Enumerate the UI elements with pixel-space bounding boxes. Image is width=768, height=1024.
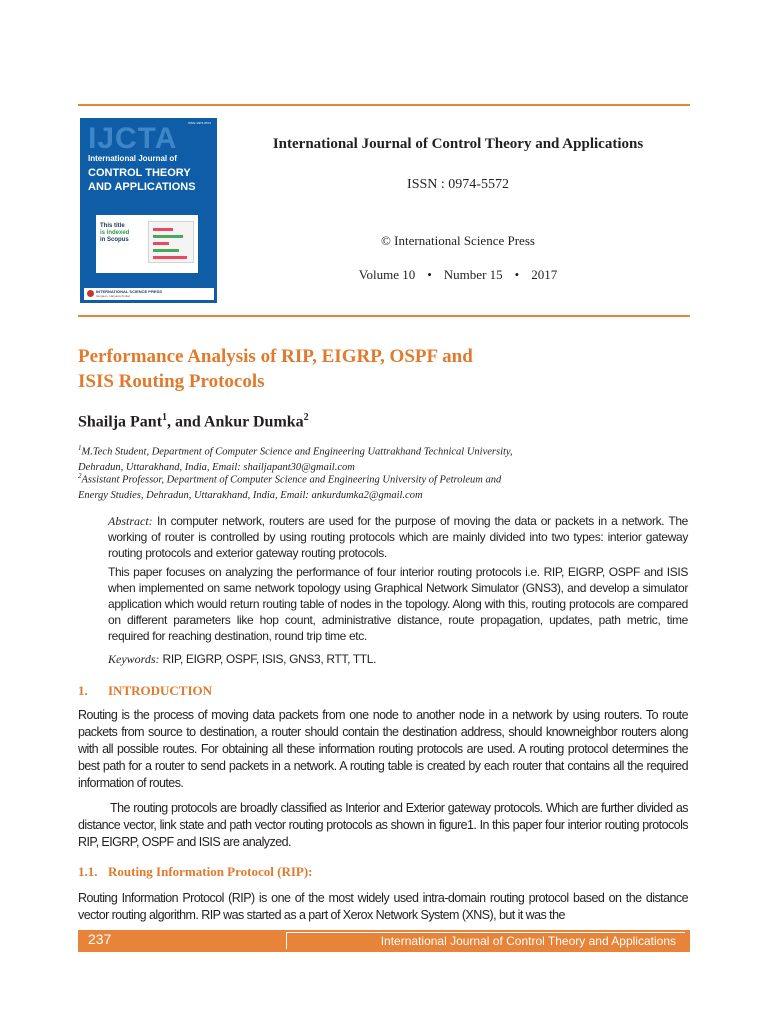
abstract-paragraph-1: Abstract: In computer network, routers are used for the purpose of moving the data or packets in a network. The working of router is controlled by using routing protocols which are mainly divided into two types: interior gateway routing protocols and exterior gateway routing protocols.	[108, 514, 688, 560]
cover-chart-card	[148, 221, 194, 263]
affiliation-1: $^1$M.Tech Student, Department of Computer Science and Engineering Uattrakhand Technical University, Dehradun, Uttarakhand, India, Email: shailjapant30@gmail.com	[78, 444, 513, 473]
journal-volume-line: Volume 10 • Number 15 • 2017	[358, 267, 558, 282]
number: Number 15	[443, 267, 503, 282]
journal-cover-image	[80, 118, 217, 303]
paper-title: Performance Analysis of RIP, EIGRP, OSPF and ISIS Routing Protocols	[78, 346, 473, 392]
body-paragraph-2: The routing protocols are broadly classified as Interior and Exterior gateway protocols. Which are further divided as distance vector, link state and path vector routing protocols as shown in figure1. In this paper four interior routing protocols RIP, EIGRP, OSPF and ISIS are analyzed.	[78, 801, 688, 849]
year: 2017	[531, 267, 558, 282]
page-number: 237	[88, 931, 112, 947]
section-heading-rip: 1.1. Routing Information Protocol (RIP):	[78, 864, 313, 879]
cover-scopus-badge: This title is indexed in Scopus	[100, 223, 130, 243]
body-paragraph-3: Routing Information Protocol (RIP) is one of the most widely used intra-domain routing protocol based on the distance vector routing algorithm. RIP was started as a part of Xerox Network System (XNS), but it was the	[78, 891, 688, 922]
top-rule	[78, 104, 690, 106]
journal-issn: ISSN : 0974-5572	[407, 177, 509, 192]
journal-name: International Journal of Control Theory and Applications	[272, 136, 644, 152]
section-heading-introduction: 1. INTRODUCTION	[78, 683, 213, 698]
abstract-paragraph-2: This paper focuses on analyzing the performance of four interior routing protocols i.e. RIP, EIGRP, OSPF and ISIS when implemented on same network topology using Graphical Network Simulator (GNS3), and develop a simulator application which would return routing table of nodes in the topology. Along with this, routing protocols are compared on different parameters like hop count, administrative distance, route propagation, updates, path metric, time required for reaching destination, round trip time etc.	[108, 565, 688, 643]
paper-authors: Shailja Pant$^1$, and Ankur Dumka$^2$	[78, 412, 309, 431]
keywords: Keywords: RIP, EIGRP, OSPF, ISIS, GNS3, RTT, TTL.	[108, 652, 377, 666]
footer-journal-bar	[282, 930, 690, 952]
cover-footer: INTERNATIONAL SCIENCE PRESS Gurgaon, Haryana (India)	[84, 288, 214, 300]
cover-subtitle: International Journal of	[88, 154, 177, 163]
cover-logo-text: IJCTA	[88, 122, 178, 155]
cover-title: CONTROL THEORY AND APPLICATIONS	[88, 167, 196, 193]
header-rule	[78, 315, 690, 317]
volume: Volume 10	[358, 267, 416, 282]
affiliation-2: $^2$Assistant Professor, Department of Computer Science and Engineering University of Petroleum and Energy Studies, Dehradun, Uttarakhand, India, Email: ankurdumka2@gmail.com	[78, 472, 502, 501]
cover-issn: ISSN: 0974-5572	[187, 121, 211, 125]
cover-scopus-panel	[96, 215, 198, 273]
publisher-logo-icon	[87, 290, 94, 297]
page-footer	[78, 930, 690, 952]
footer-journal-name: International Journal of Control Theory and Applications	[380, 934, 676, 948]
body-paragraph-1: Routing is the process of moving data packets from one node to another node in a network by using routers. To route packets from source to destination, a router should contain the destination address, should knowneighbor routers along with all possible routes. For obtaining all these information routing protocols are used. A routing protocol determines the best path for a router to send packets in a network. A routing table is created by each router that contains all the required information of routes.	[78, 708, 688, 790]
journal-copyright: © International Science Press	[381, 233, 535, 248]
page-number-box	[78, 930, 282, 952]
